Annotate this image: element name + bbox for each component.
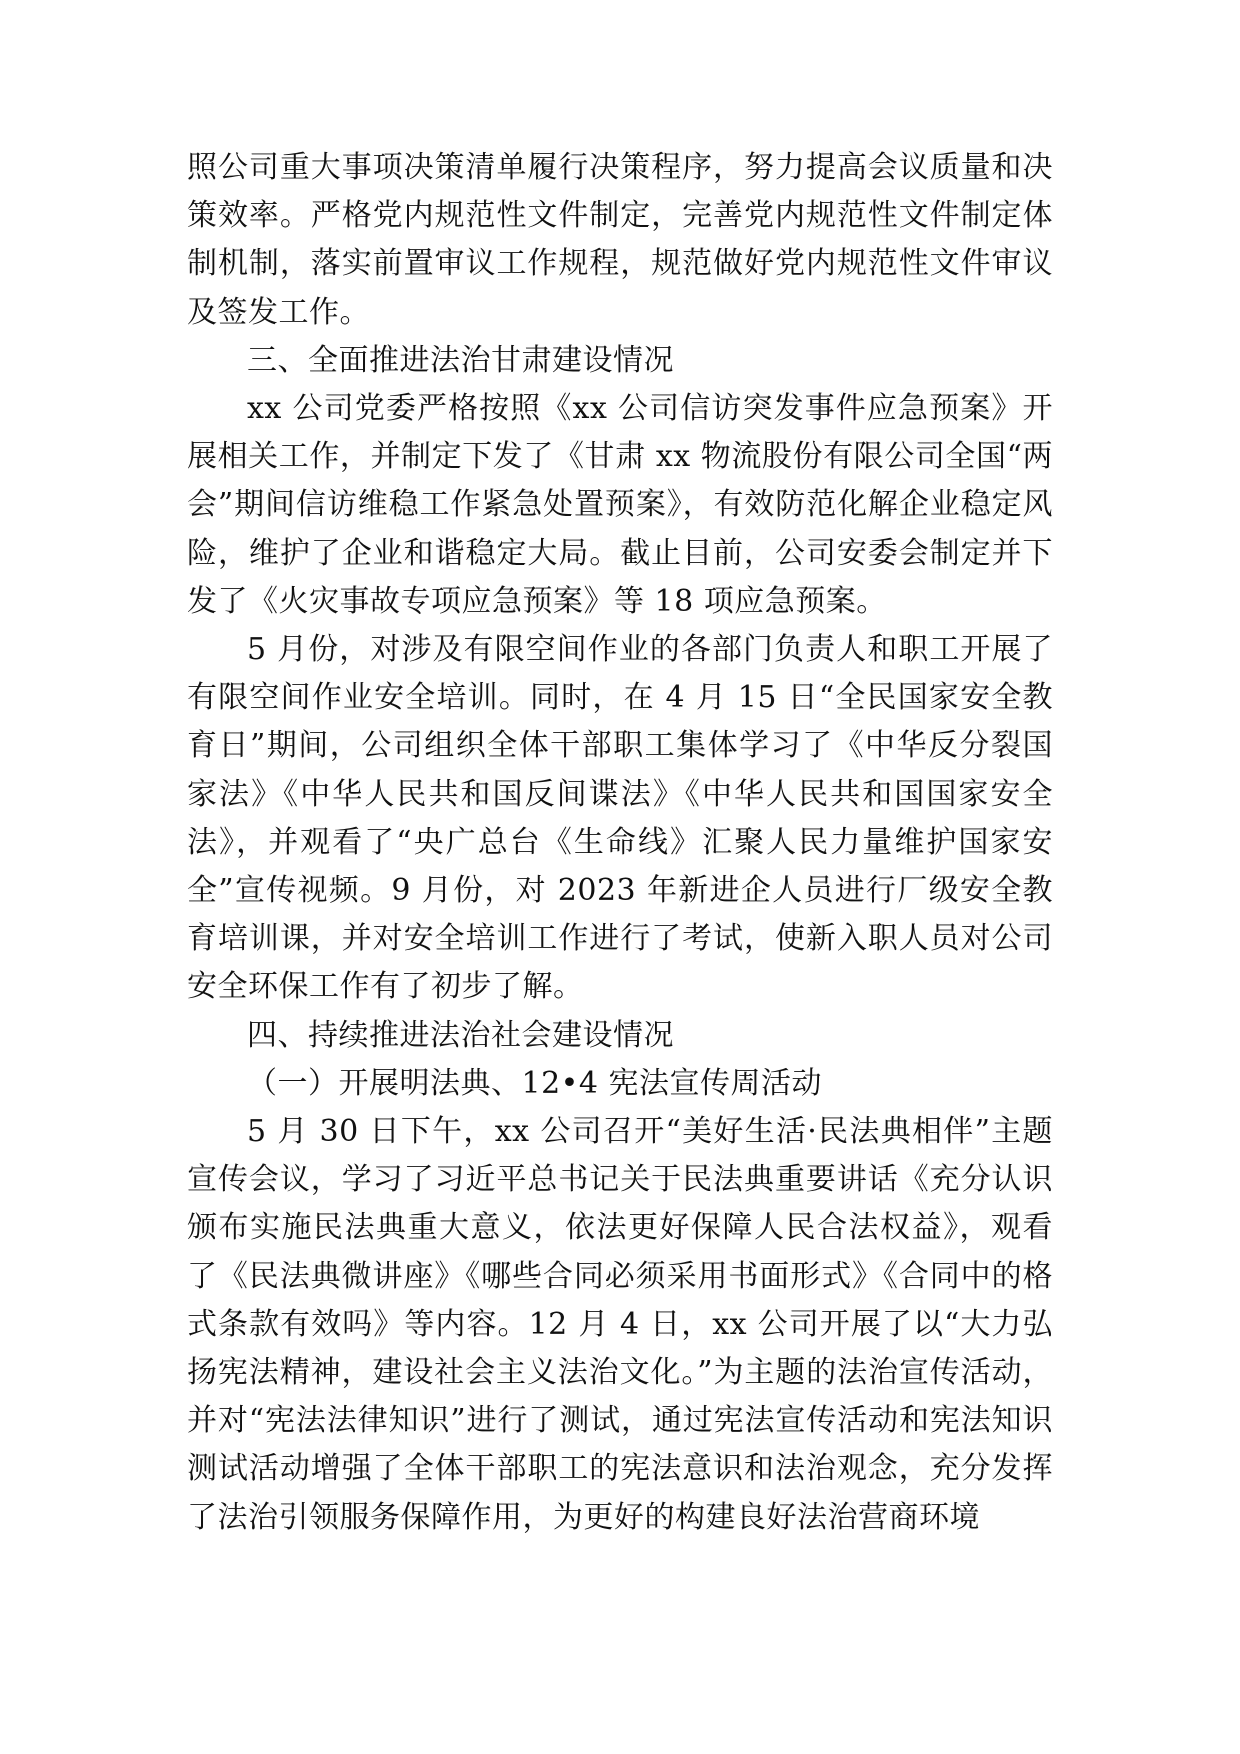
paragraph-safety-training: 5 月份，对涉及有限空间作业的各部门负责人和职工开展了有限空间作业安全培训。同时，在 4 月 15 日“全民国家安全教育日”期间，公司组织全体干部职工集体学习了《中华反分裂国家法》《中华人民共和国反间谍法》《中华人民共和国国家安全法》，并观看了“央广总台《生命线》汇聚人民力量维护国家安全”宣传视频。9 月份，对 2023 年新进企人员进行厂级安全教育培训课，并对安全培训工作进行了考试，使新入职人员对公司安全环保工作有了初步了解。 [187, 632, 1053, 1005]
section-heading-4: 四、持续推进法治社会建设情况 [247, 1017, 674, 1053]
paragraph-civil-code-promotion: 5 月 30 日下午，xx 公司召开“美好生活·民法典相伴”主题宣传会议，学习了习近平总书记关于民法典重要讲话《充分认识颁布实施民法典重大意义，依法更好保障人民合法权益》，观看了《民法典微讲座》《哪些合同必须采用书面形式》《合同中的格式条款有效吗》等内容。12 月 4 日，xx 公司开展了以“大力弘扬宪法精神，建设社会主义法治文化。”为主题的法治宣传活动，并对“宪法法律知识”进行了测试，通过宪法宣传活动和宪法知识测试活动增强了全体干部职工的宪法意识和法治观念，充分发挥了法治引领服务保障作用，为更好的构建良好法治营商环境 [187, 1114, 1053, 1535]
document-body [187, 144, 1053, 1542]
subsection-heading-1: （一）开展明法典、12•4 宪法宣传周活动 [247, 1065, 822, 1101]
paragraph-emergency-plans: xx 公司党委严格按照《xx 公司信访突发事件应急预案》开展相关工作，并制定下发了《甘肃 xx 物流股份有限公司全国“两会”期间信访维稳工作紧急处置预案》，有效防范化解企业稳定风险，维护了企业和谐稳定大局。截止目前，公司安委会制定并下发了《火灾事故专项应急预案》等 18 项应急预案。 [187, 391, 1053, 619]
section-heading-3: 三、全面推进法治甘肃建设情况 [247, 342, 674, 378]
paragraph-continuation: 照公司重大事项决策清单履行决策程序，努力提高会议质量和决策效率。严格党内规范性文件制定，完善党内规范性文件制定体制机制，落实前置审议工作规程，规范做好党内规范性文件审议及签发工作。 [187, 150, 1053, 330]
